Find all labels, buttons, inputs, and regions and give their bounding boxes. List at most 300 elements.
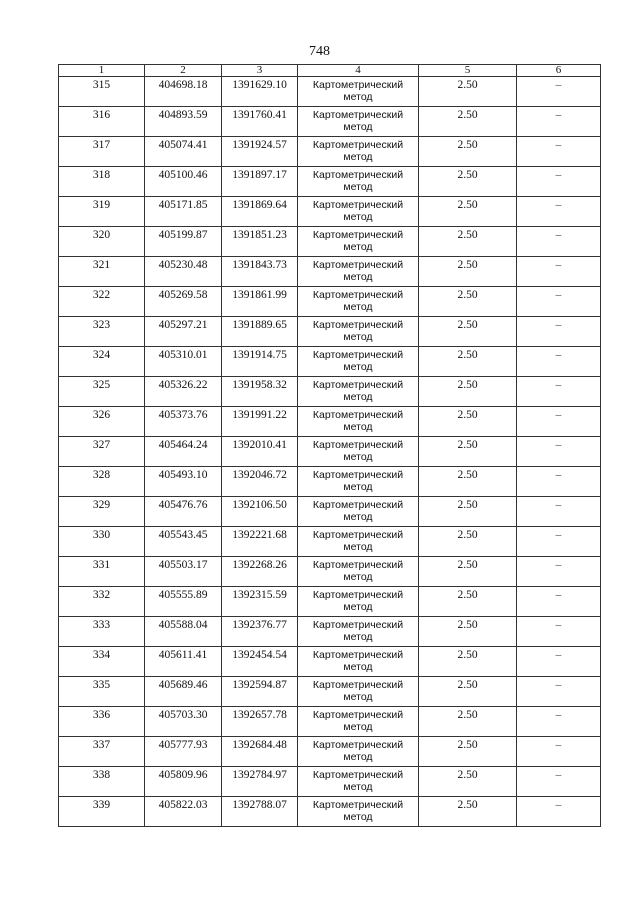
y-coordinate: 1391861.99 (232, 289, 287, 301)
y-coordinate: 1391843.73 (232, 259, 287, 271)
method-cell (298, 557, 419, 587)
method-line-1: Картометрический (312, 289, 404, 301)
y-coordinate-cell (222, 647, 298, 677)
method-cell (298, 287, 419, 317)
method-cell (298, 197, 419, 227)
x-coordinate: 405703.30 (158, 709, 208, 721)
x-coordinate: 404698.18 (158, 79, 208, 91)
point-number-cell (59, 227, 145, 257)
accuracy-cell (419, 767, 517, 797)
accuracy-cell (419, 527, 517, 557)
method-line-2: метод (343, 421, 373, 433)
accuracy-value: 2.50 (457, 589, 478, 601)
x-coordinate-cell (145, 527, 222, 557)
point-number-cell (59, 557, 145, 587)
point-number-cell (59, 437, 145, 467)
note-dash: – (555, 619, 562, 631)
point-number: 319 (92, 199, 111, 211)
method-line-2: метод (343, 151, 373, 163)
point-number: 324 (92, 349, 111, 361)
method-line-1: Картометрический (312, 109, 404, 121)
table-row (59, 77, 601, 107)
method-line-2: метод (343, 361, 373, 373)
x-coordinate-cell (145, 167, 222, 197)
method-cell (298, 257, 419, 287)
method-line-1: Картометрический (312, 589, 404, 601)
x-coordinate: 405100.46 (158, 169, 208, 181)
table-row (59, 797, 601, 827)
y-coordinate-cell (222, 587, 298, 617)
method-cell (298, 437, 419, 467)
y-coordinate-cell (222, 557, 298, 587)
point-number-cell (59, 707, 145, 737)
accuracy-cell (419, 557, 517, 587)
point-number-cell (59, 767, 145, 797)
note-cell (517, 257, 601, 287)
accuracy-value: 2.50 (457, 709, 478, 721)
x-coordinate-cell (145, 467, 222, 497)
accuracy-cell (419, 77, 517, 107)
table-row (59, 527, 601, 557)
method-cell (298, 737, 419, 767)
note-cell (517, 647, 601, 677)
accuracy-value: 2.50 (457, 199, 478, 211)
table-row (59, 257, 601, 287)
y-coordinate: 1391889.65 (232, 319, 287, 331)
point-number: 332 (92, 589, 111, 601)
y-coordinate-cell (222, 347, 298, 377)
method-cell (298, 107, 419, 137)
table-row (59, 617, 601, 647)
table-row (59, 287, 601, 317)
accuracy-value: 2.50 (457, 769, 478, 781)
note-cell (517, 467, 601, 497)
note-cell (517, 677, 601, 707)
y-coordinate-cell (222, 257, 298, 287)
y-coordinate: 1391629.10 (232, 79, 287, 91)
method-cell (298, 527, 419, 557)
method-line-1: Картометрический (312, 709, 404, 721)
method-line-2: метод (343, 751, 373, 763)
note-dash: – (555, 679, 562, 691)
method-cell (298, 137, 419, 167)
y-coordinate-cell (222, 167, 298, 197)
method-line-2: метод (343, 241, 373, 253)
point-number-cell (59, 77, 145, 107)
note-cell (517, 377, 601, 407)
method-line-1: Картометрический (312, 679, 404, 691)
method-line-2: метод (343, 811, 373, 823)
note-cell (517, 227, 601, 257)
x-coordinate: 405555.89 (158, 589, 208, 601)
note-cell (517, 197, 601, 227)
y-coordinate: 1392657.78 (232, 709, 287, 721)
x-coordinate-cell (145, 227, 222, 257)
method-line-1: Картометрический (312, 79, 404, 91)
x-coordinate: 405269.58 (158, 289, 208, 301)
accuracy-value: 2.50 (457, 619, 478, 631)
note-cell (517, 317, 601, 347)
method-line-1: Картометрический (312, 409, 404, 421)
table-row (59, 437, 601, 467)
x-coordinate-cell (145, 617, 222, 647)
page-number: 748 (309, 44, 330, 59)
point-number: 321 (92, 259, 111, 271)
method-line-2: метод (343, 391, 373, 403)
accuracy-value: 2.50 (457, 379, 478, 391)
method-cell (298, 467, 419, 497)
accuracy-value: 2.50 (457, 469, 478, 481)
accuracy-cell (419, 707, 517, 737)
x-coordinate-cell (145, 497, 222, 527)
accuracy-value: 2.50 (457, 559, 478, 571)
accuracy-cell (419, 407, 517, 437)
point-number-cell (59, 527, 145, 557)
table-row (59, 407, 601, 437)
accuracy-cell (419, 587, 517, 617)
y-coordinate-cell (222, 287, 298, 317)
note-dash: – (555, 499, 562, 511)
y-coordinate: 1392315.59 (232, 589, 287, 601)
y-coordinate: 1392046.72 (232, 469, 287, 481)
method-line-1: Картометрический (312, 619, 404, 631)
note-dash: – (555, 439, 562, 451)
note-cell (517, 557, 601, 587)
note-cell (517, 107, 601, 137)
table-row (59, 557, 601, 587)
y-coordinate-cell (222, 497, 298, 527)
accuracy-value: 2.50 (457, 529, 478, 541)
accuracy-value: 2.50 (457, 349, 478, 361)
x-coordinate-cell (145, 557, 222, 587)
table-row (59, 737, 601, 767)
x-coordinate: 405230.48 (158, 259, 208, 271)
method-cell (298, 617, 419, 647)
method-line-2: метод (343, 571, 373, 583)
note-dash: – (555, 259, 562, 271)
header-col-2: 2 (145, 65, 222, 77)
point-number: 339 (92, 799, 111, 811)
point-number-cell (59, 287, 145, 317)
accuracy-value: 2.50 (457, 169, 478, 181)
note-cell (517, 797, 601, 827)
accuracy-value: 2.50 (457, 319, 478, 331)
method-line-1: Картометрический (312, 379, 404, 391)
x-coordinate-cell (145, 77, 222, 107)
note-dash: – (555, 649, 562, 661)
point-number: 315 (92, 79, 111, 91)
table-row (59, 167, 601, 197)
method-line-1: Картометрический (312, 499, 404, 511)
method-line-1: Картометрический (312, 199, 404, 211)
accuracy-value: 2.50 (457, 679, 478, 691)
point-number: 327 (92, 439, 111, 451)
y-coordinate: 1392106.50 (232, 499, 287, 511)
method-line-2: метод (343, 691, 373, 703)
point-number: 316 (92, 109, 111, 121)
note-dash: – (555, 349, 562, 361)
x-coordinate: 405199.87 (158, 229, 208, 241)
accuracy-value: 2.50 (457, 499, 478, 511)
accuracy-value: 2.50 (457, 649, 478, 661)
method-cell (298, 227, 419, 257)
method-cell (298, 167, 419, 197)
y-coordinate-cell (222, 467, 298, 497)
method-cell (298, 647, 419, 677)
method-line-2: метод (343, 541, 373, 553)
note-dash: – (555, 409, 562, 421)
table-row (59, 377, 601, 407)
x-coordinate: 405310.01 (158, 349, 208, 361)
point-number-cell (59, 257, 145, 287)
header-row (59, 65, 601, 77)
y-coordinate: 1392684.48 (232, 739, 287, 751)
table-row (59, 497, 601, 527)
method-cell (298, 497, 419, 527)
x-coordinate: 405543.45 (158, 529, 208, 541)
method-cell (298, 377, 419, 407)
method-cell (298, 407, 419, 437)
table-body (59, 77, 601, 827)
header-col-4: 4 (298, 65, 419, 77)
table-row (59, 107, 601, 137)
note-dash: – (555, 229, 562, 241)
point-number: 326 (92, 409, 111, 421)
method-line-2: метод (343, 631, 373, 643)
x-coordinate: 405476.76 (158, 499, 208, 511)
x-coordinate-cell (145, 647, 222, 677)
note-dash: – (555, 79, 562, 91)
point-number: 323 (92, 319, 111, 331)
point-number: 329 (92, 499, 111, 511)
accuracy-cell (419, 107, 517, 137)
method-cell (298, 587, 419, 617)
note-cell (517, 137, 601, 167)
y-coordinate: 1392010.41 (232, 439, 287, 451)
note-cell (517, 167, 601, 197)
note-cell (517, 617, 601, 647)
note-dash: – (555, 559, 562, 571)
method-line-2: метод (343, 121, 373, 133)
accuracy-cell (419, 167, 517, 197)
y-coordinate-cell (222, 437, 298, 467)
method-line-2: метод (343, 91, 373, 103)
accuracy-value: 2.50 (457, 139, 478, 151)
x-coordinate: 405297.21 (158, 319, 208, 331)
table-row (59, 587, 601, 617)
x-coordinate-cell (145, 407, 222, 437)
accuracy-cell (419, 737, 517, 767)
x-coordinate-cell (145, 797, 222, 827)
note-dash: – (555, 529, 562, 541)
x-coordinate-cell (145, 437, 222, 467)
method-line-2: метод (343, 331, 373, 343)
accuracy-cell (419, 797, 517, 827)
accuracy-value: 2.50 (457, 409, 478, 421)
table-row (59, 767, 601, 797)
y-coordinate: 1392221.68 (232, 529, 287, 541)
y-coordinate: 1392454.54 (232, 649, 287, 661)
x-coordinate: 405326.22 (158, 379, 208, 391)
method-line-1: Картометрический (312, 799, 404, 811)
note-dash: – (555, 589, 562, 601)
method-cell (298, 707, 419, 737)
method-line-1: Картометрический (312, 439, 404, 451)
y-coordinate: 1391897.17 (232, 169, 287, 181)
x-coordinate: 405171.85 (158, 199, 208, 211)
y-coordinate-cell (222, 377, 298, 407)
accuracy-value: 2.50 (457, 229, 478, 241)
note-dash: – (555, 709, 562, 721)
method-line-2: метод (343, 511, 373, 523)
y-coordinate: 1392376.77 (232, 619, 287, 631)
x-coordinate: 405689.46 (158, 679, 208, 691)
method-line-1: Картометрический (312, 169, 404, 181)
accuracy-cell (419, 377, 517, 407)
note-cell (517, 737, 601, 767)
y-coordinate: 1392788.07 (232, 799, 287, 811)
method-line-1: Картометрический (312, 529, 404, 541)
note-cell (517, 527, 601, 557)
point-number-cell (59, 137, 145, 167)
method-line-2: метод (343, 211, 373, 223)
point-number-cell (59, 497, 145, 527)
method-line-1: Картометрический (312, 469, 404, 481)
accuracy-cell (419, 677, 517, 707)
point-number: 331 (92, 559, 111, 571)
y-coordinate: 1392594.87 (232, 679, 287, 691)
note-dash: – (555, 379, 562, 391)
x-coordinate-cell (145, 737, 222, 767)
y-coordinate-cell (222, 707, 298, 737)
note-dash: – (555, 139, 562, 151)
y-coordinate-cell (222, 317, 298, 347)
point-number: 337 (92, 739, 111, 751)
method-line-1: Картометрический (312, 559, 404, 571)
y-coordinate-cell (222, 227, 298, 257)
method-line-2: метод (343, 181, 373, 193)
accuracy-cell (419, 617, 517, 647)
note-dash: – (555, 109, 562, 121)
point-number: 338 (92, 769, 111, 781)
x-coordinate: 405464.24 (158, 439, 208, 451)
method-line-1: Картометрический (312, 319, 404, 331)
point-number: 322 (92, 289, 111, 301)
x-coordinate: 405493.10 (158, 469, 208, 481)
note-cell (517, 347, 601, 377)
method-line-2: метод (343, 451, 373, 463)
point-number: 335 (92, 679, 111, 691)
accuracy-cell (419, 227, 517, 257)
method-line-2: метод (343, 721, 373, 733)
table-row (59, 677, 601, 707)
x-coordinate-cell (145, 287, 222, 317)
table-row (59, 347, 601, 377)
table-row (59, 467, 601, 497)
accuracy-value: 2.50 (457, 739, 478, 751)
table-row (59, 137, 601, 167)
accuracy-cell (419, 497, 517, 527)
point-number-cell (59, 587, 145, 617)
method-line-1: Картометрический (312, 229, 404, 241)
x-coordinate-cell (145, 377, 222, 407)
note-cell (517, 77, 601, 107)
note-cell (517, 407, 601, 437)
x-coordinate: 405373.76 (158, 409, 208, 421)
point-number: 320 (92, 229, 111, 241)
accuracy-value: 2.50 (457, 799, 478, 811)
y-coordinate-cell (222, 77, 298, 107)
accuracy-cell (419, 467, 517, 497)
y-coordinate: 1391851.23 (232, 229, 287, 241)
accuracy-value: 2.50 (457, 439, 478, 451)
point-number-cell (59, 407, 145, 437)
note-dash: – (555, 739, 562, 751)
note-dash: – (555, 469, 562, 481)
note-dash: – (555, 799, 562, 811)
note-cell (517, 587, 601, 617)
y-coordinate: 1391760.41 (232, 109, 287, 121)
point-number-cell (59, 107, 145, 137)
y-coordinate: 1392784.97 (232, 769, 287, 781)
note-dash: – (555, 289, 562, 301)
point-number-cell (59, 347, 145, 377)
table-row (59, 317, 601, 347)
x-coordinate: 404893.59 (158, 109, 208, 121)
y-coordinate-cell (222, 407, 298, 437)
x-coordinate: 405822.03 (158, 799, 208, 811)
accuracy-cell (419, 437, 517, 467)
header-col-5: 5 (419, 65, 517, 77)
note-dash: – (555, 769, 562, 781)
x-coordinate-cell (145, 707, 222, 737)
y-coordinate-cell (222, 767, 298, 797)
point-number-cell (59, 467, 145, 497)
table-row (59, 197, 601, 227)
method-line-1: Картометрический (312, 349, 404, 361)
y-coordinate-cell (222, 107, 298, 137)
x-coordinate-cell (145, 317, 222, 347)
note-cell (517, 437, 601, 467)
point-number-cell (59, 677, 145, 707)
x-coordinate: 405074.41 (158, 139, 208, 151)
method-line-2: метод (343, 301, 373, 313)
x-coordinate-cell (145, 677, 222, 707)
x-coordinate-cell (145, 587, 222, 617)
accuracy-cell (419, 317, 517, 347)
note-cell (517, 497, 601, 527)
header-col-1: 1 (59, 65, 145, 77)
point-number-cell (59, 317, 145, 347)
point-number: 334 (92, 649, 111, 661)
method-cell (298, 347, 419, 377)
method-line-2: метод (343, 661, 373, 673)
header-col-6: 6 (517, 65, 601, 77)
y-coordinate-cell (222, 617, 298, 647)
point-number-cell (59, 737, 145, 767)
accuracy-value: 2.50 (457, 259, 478, 271)
method-line-1: Картометрический (312, 769, 404, 781)
point-number-cell (59, 617, 145, 647)
accuracy-cell (419, 347, 517, 377)
method-cell (298, 77, 419, 107)
point-number: 328 (92, 469, 111, 481)
x-coordinate: 405809.96 (158, 769, 208, 781)
point-number: 325 (92, 379, 111, 391)
point-number: 317 (92, 139, 111, 151)
point-number-cell (59, 167, 145, 197)
method-cell (298, 797, 419, 827)
